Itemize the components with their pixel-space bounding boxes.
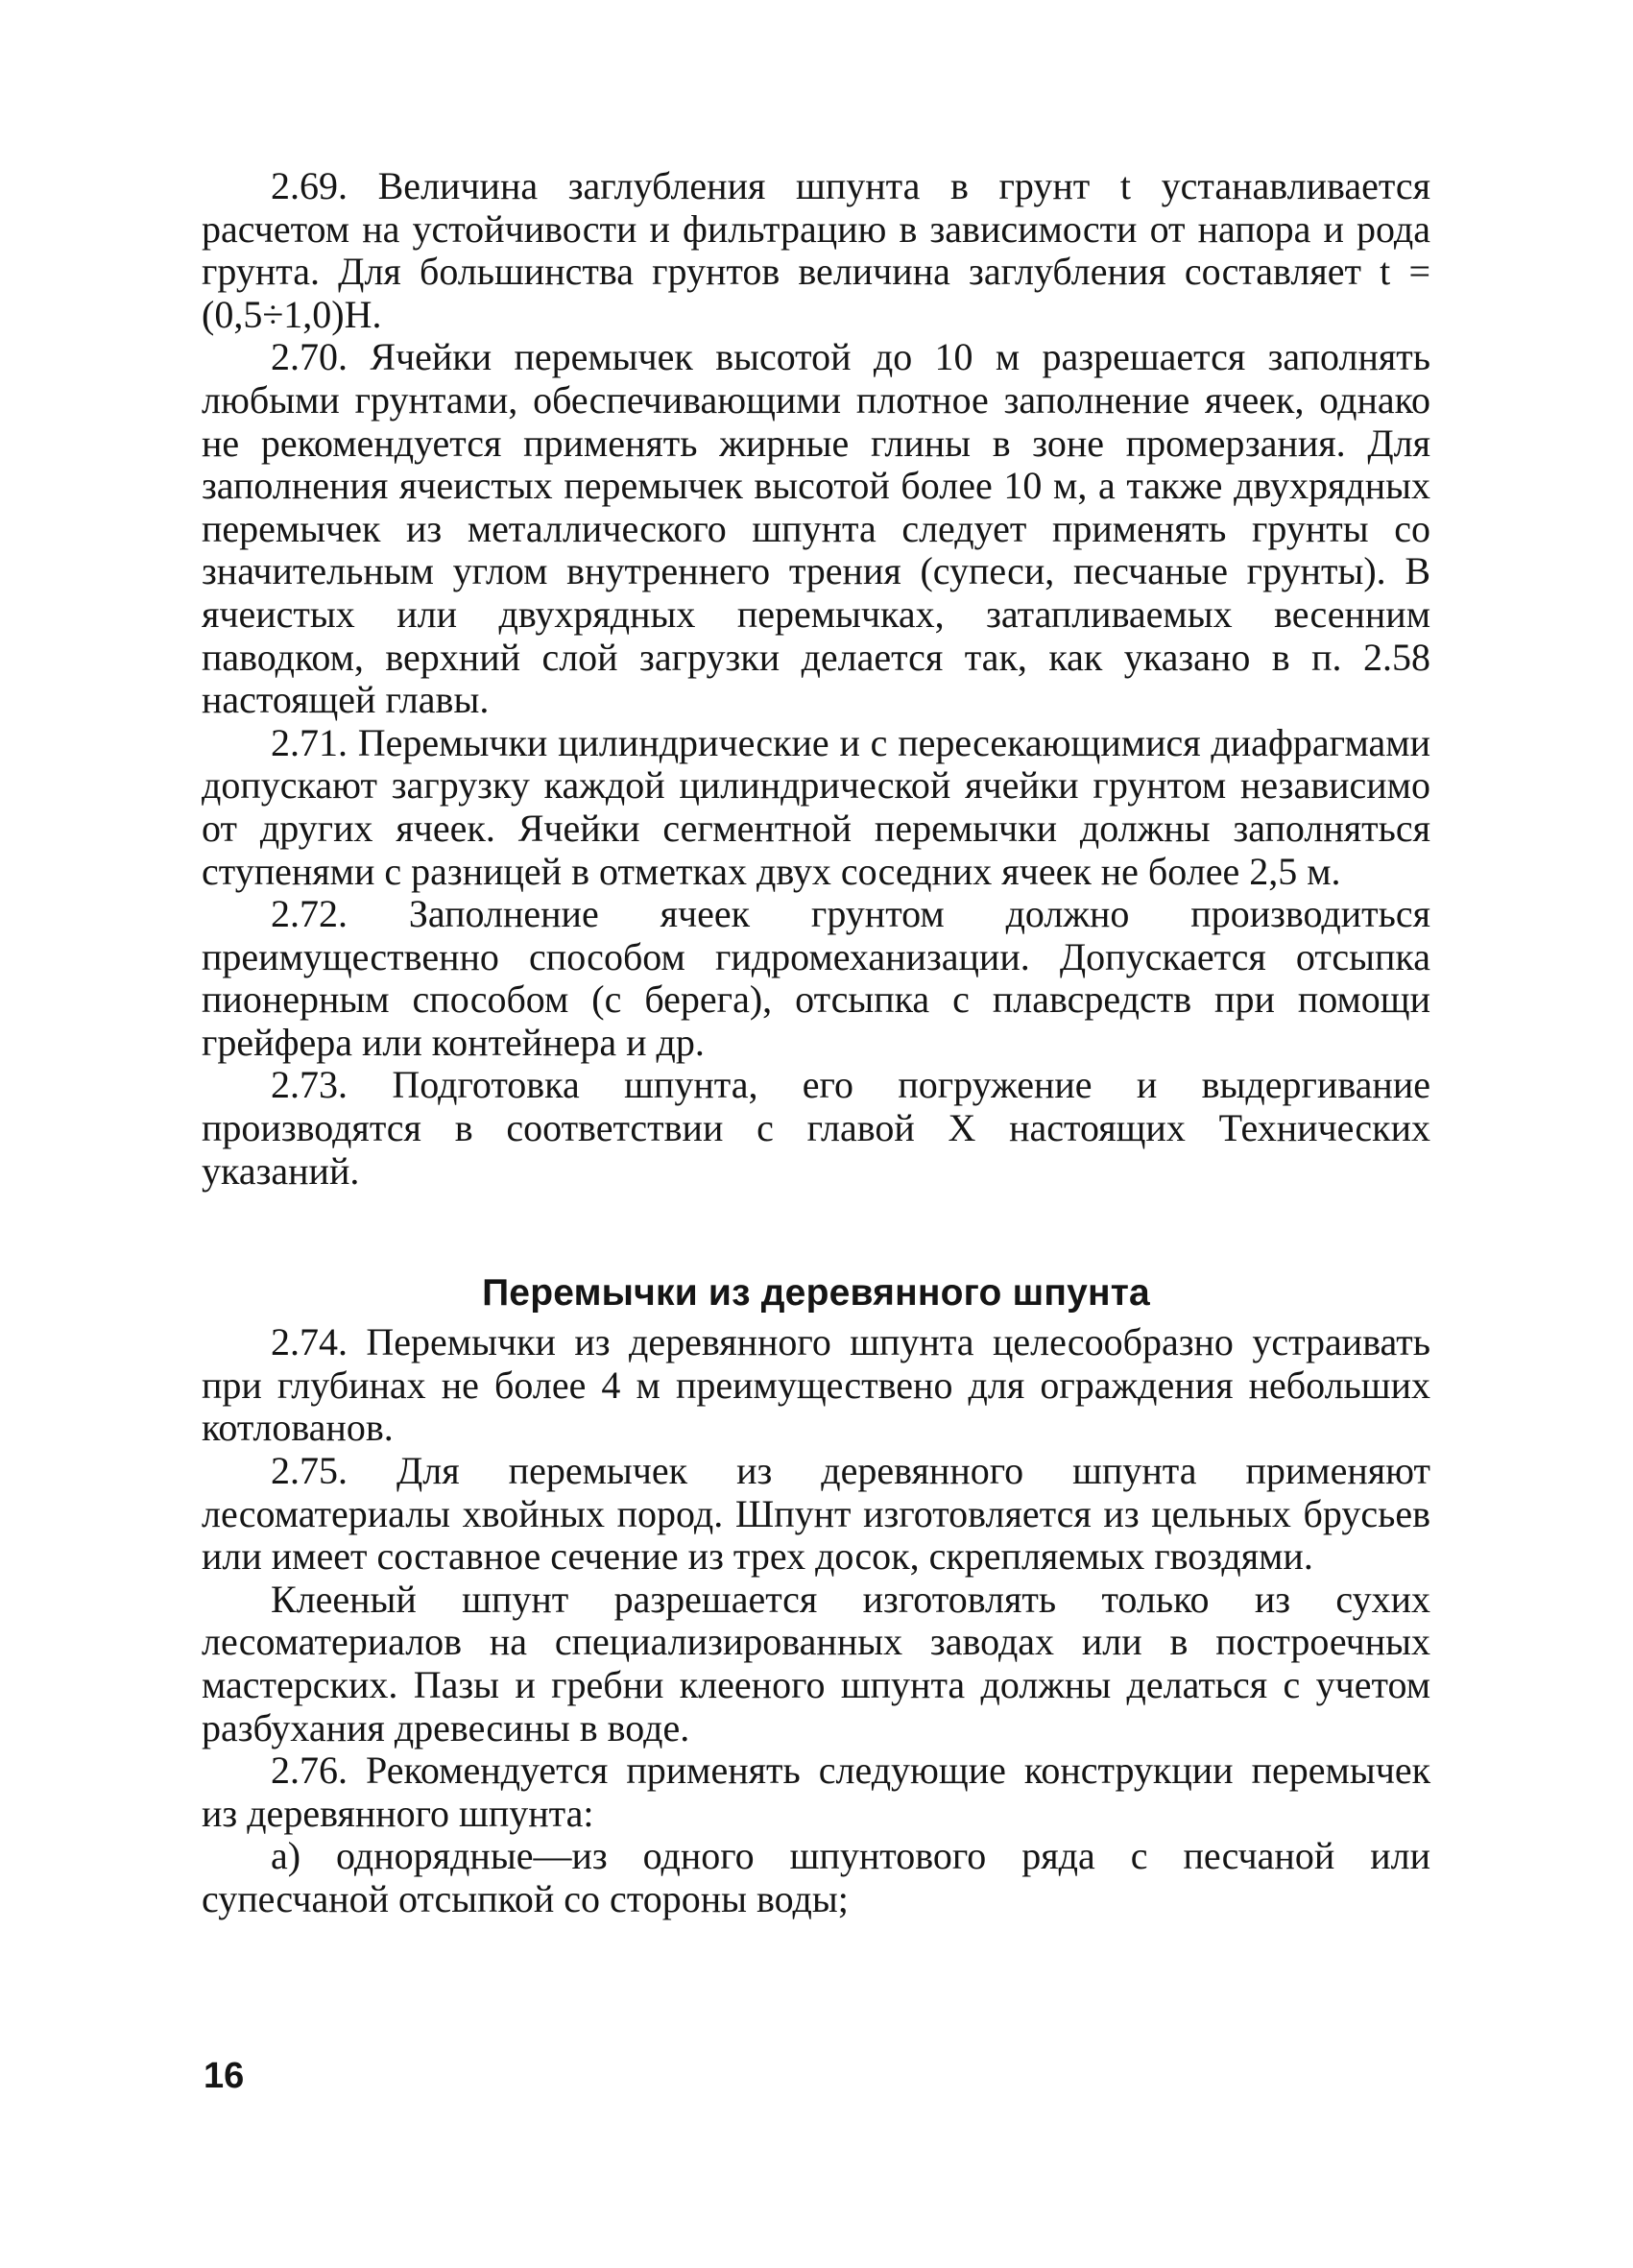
paragraph-2-69: 2.69. Величина заглубления шпунта в грунт t устанавливается расчетом на устойчивости и фильтрацию в зависимости от напора и рода грунта. Для большинства грунтов величина заглубления составляет t = (0,5÷1,0)H. [202,164,1430,336]
paragraph-2-70: 2.70. Ячейки перемычек высотой до 10 м разрешается заполнять любыми грунтами, обеспечивающими плотное заполнение ячеек, однако не рекомендуется применять жирные глины в зоне промерзания. Для заполнения ячеистых перемычек высотой более 10 м, а также двухрядных перемычек из металлического шпунта следует применять грунты со значительным углом внутреннего трения (супеси, песчаные грунты). В ячеистых или двухрядных перемычках, затапливаемых весенним паводком, верхний слой загрузки делается так, как указано в п. 2.58 настоящей главы. [202,335,1430,722]
paragraph-2-76: 2.76. Рекомендуется применять следующие конструкции перемычек из деревянного шпунта: [202,1749,1430,1835]
page-number: 16 [204,2056,245,2096]
paragraph-2-75: 2.75. Для перемычек из деревянного шпунта применяют лесоматериалы хвойных пород. Шпунт изготовляется из цельных брусьев или имеет составное сечение из трех досок, скрепляемых гвоздями. [202,1449,1430,1579]
paragraph-2-72: 2.72. Заполнение ячеек грунтом должно производиться преимущественно способом гидромеханизации. Допускается отсыпка пионерным способом (с берега), отсыпка с плавсредств при помощи грейфера или контейнера и др. [202,892,1430,1064]
paragraph-glued-sheet-pile: Клееный шпунт разрешается изготовлять только из сухих лесоматериалов на специализированных заводах или в построечных мастерских. Пазы и гребни клееного шпунта должны делаться с учетом разбухания древесины в воде. [202,1577,1430,1749]
page-body [202,165,1430,1921]
section-heading: Перемычки из деревянного шпунта [482,1272,1150,1315]
paragraph-2-74: 2.74. Перемычки из деревянного шпунта целесообразно устраивать при глубинах не более 4 м преимуществено для ограждения небольших котлованов. [202,1320,1430,1450]
paragraph-2-71: 2.71. Перемычки цилиндрические и с пересекающимися диафрагмами допускают загрузку каждой цилиндрической ячейки грунтом независимо от других ячеек. Ячейки сегментной перемычки должны заполняться ступенями с разницей в отметках двух соседних ячеек не более 2,5 м. [202,720,1430,893]
list-item-a: а) однорядные—из одного шпунтового ряда с песчаной или супесчаной отсыпкой со стороны воды; [202,1834,1430,1920]
paragraph-2-73: 2.73. Подготовка шпунта, его погружение и выдергивание производятся в соответствии с главой X настоящих Технических указаний. [202,1063,1430,1193]
